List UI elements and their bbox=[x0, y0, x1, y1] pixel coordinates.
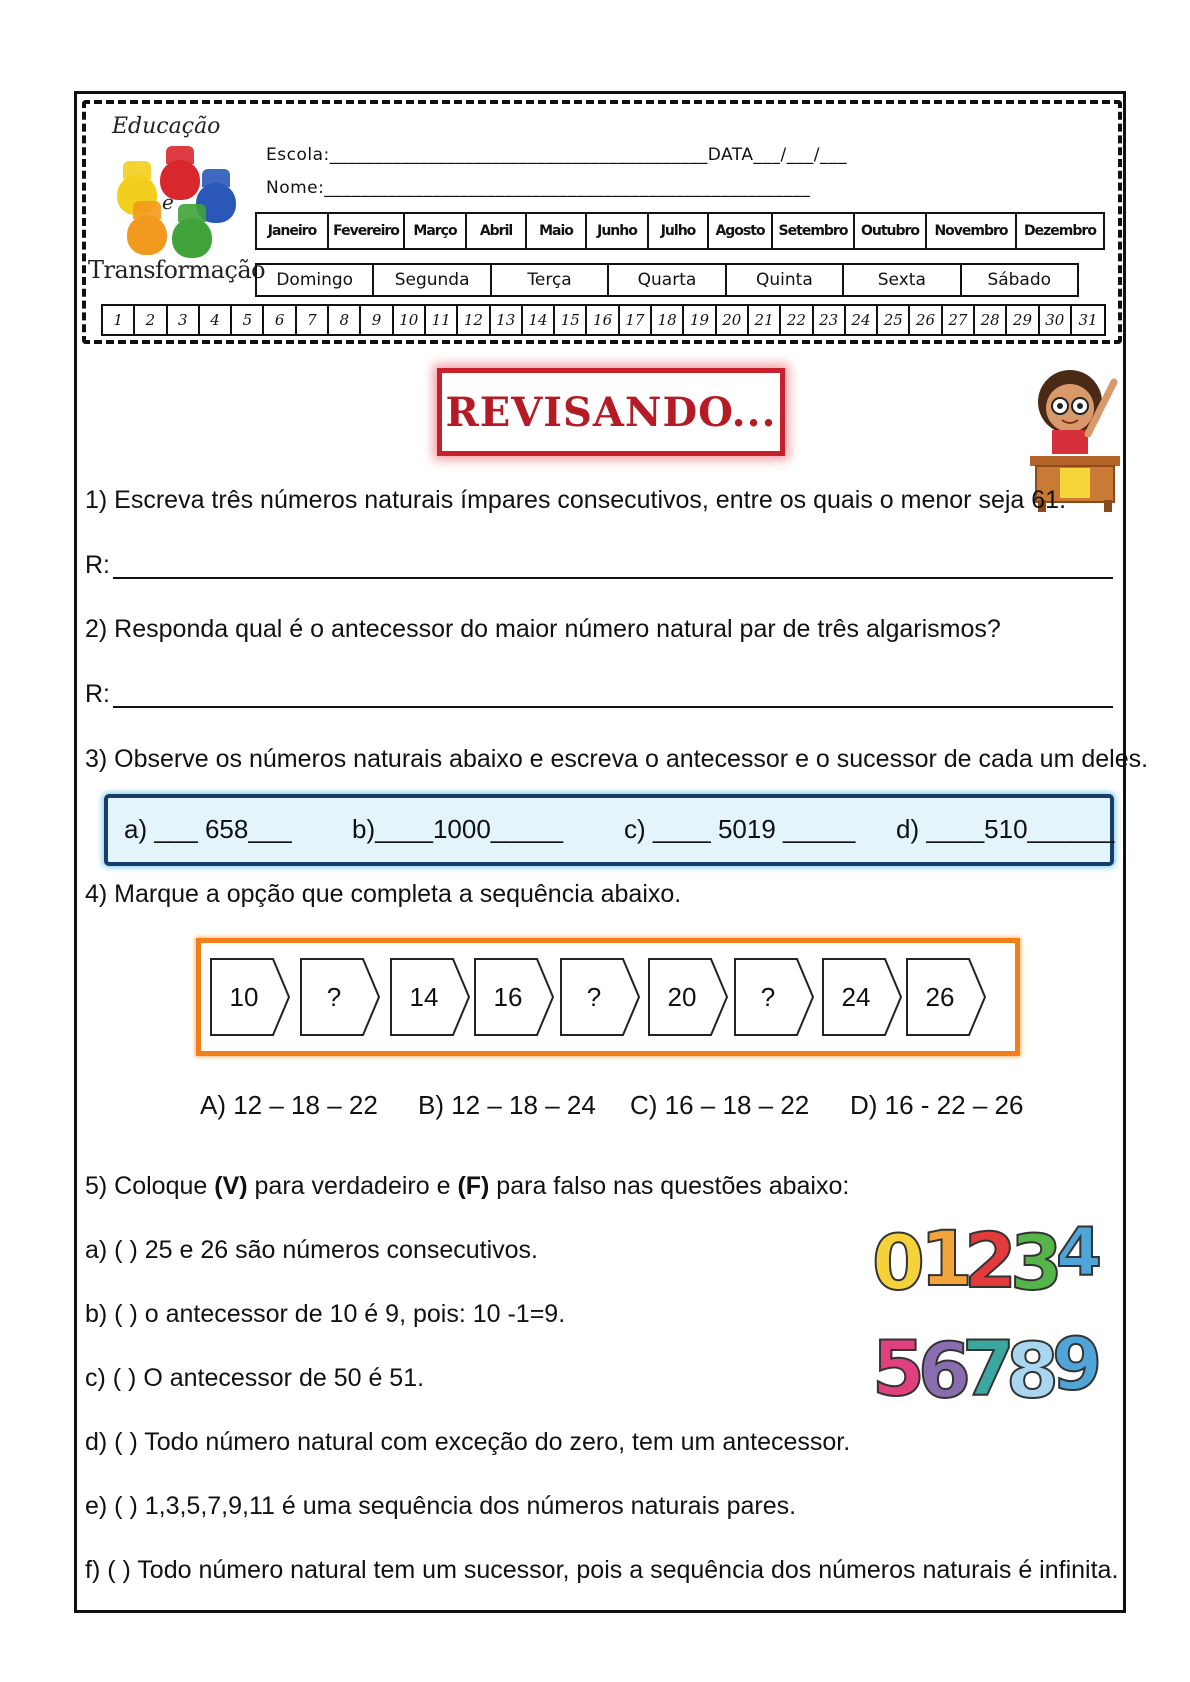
day-cell[interactable]: 20 bbox=[717, 306, 749, 334]
day-cell[interactable]: 3 bbox=[168, 306, 200, 334]
day-cell[interactable]: 25 bbox=[878, 306, 910, 334]
tf-item-f[interactable]: f) ( ) Todo número natural tem um sucessor, pois a sequência dos números naturais é infinita. bbox=[85, 1556, 1119, 1584]
sequence-value[interactable]: ? bbox=[326, 981, 342, 1012]
question-5 bbox=[85, 1172, 849, 1201]
tf-item-a[interactable]: a) ( ) 25 e 26 são números consecutivos. bbox=[85, 1236, 539, 1264]
answer-2[interactable] bbox=[85, 680, 110, 709]
answer-rule bbox=[113, 706, 1113, 708]
month-cell[interactable]: Abril bbox=[467, 214, 527, 248]
name-field[interactable]: Nome:______________________________________________________ bbox=[266, 178, 811, 198]
day-cell[interactable]: 13 bbox=[491, 306, 523, 334]
sequence-item bbox=[733, 957, 815, 1037]
weekday-cell[interactable]: Quarta bbox=[609, 265, 726, 295]
q4-option-b[interactable]: B) 12 – 18 – 24 bbox=[418, 1090, 596, 1120]
day-cell[interactable]: 10 bbox=[394, 306, 426, 334]
weekday-cell[interactable]: Sábado bbox=[987, 270, 1052, 290]
month-cell[interactable]: Setembro bbox=[773, 214, 855, 248]
day-cell[interactable]: 6 bbox=[264, 306, 296, 334]
q5-suffix: para falso nas questões abaixo: bbox=[489, 1172, 850, 1200]
sequence-value[interactable]: ? bbox=[586, 981, 602, 1012]
question-4: 4) Marque a opção que completa a sequência abaixo. bbox=[85, 880, 682, 908]
sequence-value: 24 bbox=[841, 981, 871, 1012]
day-cell[interactable]: 15 bbox=[555, 306, 587, 334]
month-cell[interactable]: Julho bbox=[649, 214, 709, 248]
sequence-value: 14 bbox=[409, 981, 439, 1012]
day-cell[interactable]: 21 bbox=[749, 306, 781, 334]
question-3: 3) Observe os números naturais abaixo e escreva o antecessor e o sucessor de cada um deles. bbox=[85, 745, 1149, 773]
q5-v-label: (V) bbox=[214, 1172, 248, 1200]
month-cell[interactable]: Junho bbox=[587, 214, 649, 248]
day-cell[interactable]: 7 bbox=[297, 306, 329, 334]
q5-prefix: 5) Coloque bbox=[85, 1172, 215, 1200]
day-cell[interactable]: 23 bbox=[814, 306, 846, 334]
weekday-cell[interactable]: Segunda bbox=[374, 265, 491, 295]
weekday-cell[interactable]: Quinta bbox=[727, 265, 844, 295]
sequence-item bbox=[905, 957, 987, 1037]
digit-6: 6 bbox=[918, 1326, 971, 1415]
day-cell[interactable]: 27 bbox=[943, 306, 975, 334]
day-cell[interactable]: 30 bbox=[1040, 306, 1072, 334]
q3-item-c[interactable]: c) ____ 5019 _____ bbox=[624, 814, 856, 844]
month-cell[interactable]: Maio bbox=[527, 214, 587, 248]
month-cell[interactable]: Março bbox=[405, 214, 467, 248]
digit-1: 1 bbox=[920, 1214, 973, 1303]
day-cell[interactable]: 31 bbox=[1078, 311, 1098, 329]
month-cell[interactable]: Dezembro bbox=[1024, 223, 1096, 239]
month-cell[interactable]: Fevereiro bbox=[329, 214, 405, 248]
question-1: 1) Escreva três números naturais ímpares consecutivos, entre os quais o menor seja 61. bbox=[85, 486, 1067, 514]
q5-mid: para verdadeiro e bbox=[247, 1172, 458, 1200]
sequence-box bbox=[196, 938, 1020, 1056]
digit-2: 2 bbox=[964, 1216, 1017, 1305]
day-cell[interactable]: 19 bbox=[684, 306, 716, 334]
day-cell[interactable]: 12 bbox=[458, 306, 490, 334]
page-title: REVISANDO... bbox=[445, 388, 777, 436]
month-cell[interactable]: Novembro bbox=[927, 214, 1017, 248]
sequence-item bbox=[209, 957, 291, 1037]
day-cell[interactable]: 18 bbox=[652, 306, 684, 334]
day-cell[interactable]: 2 bbox=[135, 306, 167, 334]
sequence-item bbox=[647, 957, 729, 1037]
day-cell[interactable]: 14 bbox=[523, 306, 555, 334]
q4-option-d[interactable]: D) 16 - 22 – 26 bbox=[850, 1090, 1024, 1120]
day-cell[interactable]: 8 bbox=[329, 306, 361, 334]
sequence-item bbox=[389, 957, 471, 1037]
tf-item-d[interactable]: d) ( ) Todo número natural com exceção do zero, tem um antecessor. bbox=[85, 1428, 851, 1456]
sequence-item bbox=[473, 957, 555, 1037]
logo-bottom-word: Transformação bbox=[88, 256, 266, 284]
tf-item-e[interactable]: e) ( ) 1,3,5,7,9,11 é uma sequência dos números naturais pares. bbox=[85, 1492, 797, 1520]
answer-label: R: bbox=[85, 551, 110, 579]
sequence-value: 10 bbox=[229, 981, 259, 1012]
digit-7: 7 bbox=[962, 1324, 1015, 1413]
day-cell[interactable]: 26 bbox=[910, 306, 942, 334]
sequence-item bbox=[559, 957, 641, 1037]
month-cell[interactable]: Agosto bbox=[709, 214, 773, 248]
answer-label: R: bbox=[85, 680, 110, 708]
weekday-cell[interactable]: Sexta bbox=[844, 265, 961, 295]
day-cell[interactable]: 9 bbox=[361, 306, 393, 334]
q3-item-b[interactable]: b)____1000_____ bbox=[352, 814, 564, 844]
weekday-cell[interactable]: Domingo bbox=[257, 265, 374, 295]
answer-rule bbox=[113, 577, 1113, 579]
tf-item-b[interactable]: b) ( ) o antecessor de 10 é 9, pois: 10 -1=9. bbox=[85, 1300, 566, 1328]
sequence-item bbox=[821, 957, 903, 1037]
q5-f-label: (F) bbox=[457, 1172, 490, 1200]
sequence-value[interactable]: ? bbox=[760, 981, 776, 1012]
sequence-value: 26 bbox=[925, 981, 955, 1012]
sequence-value: 20 bbox=[667, 981, 697, 1012]
month-cell[interactable]: Janeiro bbox=[257, 214, 329, 248]
day-cell[interactable]: 17 bbox=[620, 306, 652, 334]
answer-1[interactable] bbox=[85, 551, 110, 580]
q3-item-a[interactable]: a) ___ 658___ bbox=[124, 814, 292, 844]
q4-option-c[interactable]: C) 16 – 18 – 22 bbox=[630, 1090, 810, 1120]
sequence-item bbox=[299, 957, 381, 1037]
sequence-value: 16 bbox=[493, 981, 523, 1012]
tf-item-c[interactable]: c) ( ) O antecessor de 50 é 51. bbox=[85, 1364, 425, 1392]
q4-option-a[interactable]: A) 12 – 18 – 22 bbox=[200, 1090, 378, 1120]
digit-0: 0 bbox=[872, 1218, 925, 1307]
title-box bbox=[437, 368, 785, 456]
day-cell[interactable]: 29 bbox=[1007, 306, 1039, 334]
day-cell[interactable]: 16 bbox=[587, 306, 619, 334]
day-cell[interactable]: 1 bbox=[103, 306, 135, 334]
digit-4: 4 bbox=[1056, 1214, 1102, 1291]
digit-8: 8 bbox=[1006, 1326, 1059, 1415]
green-hand-icon bbox=[172, 218, 212, 258]
digit-3: 3 bbox=[1010, 1218, 1063, 1307]
orange-hand-icon bbox=[127, 215, 167, 255]
day-cell[interactable]: 5 bbox=[232, 306, 264, 334]
digit-5: 5 bbox=[872, 1324, 925, 1413]
day-cell[interactable]: 22 bbox=[781, 306, 813, 334]
logo-middle-word: e bbox=[162, 190, 174, 214]
day-cell[interactable]: 11 bbox=[426, 306, 458, 334]
question-2: 2) Responda qual é o antecessor do maior número natural par de três algarismos? bbox=[85, 615, 1001, 643]
q3-item-d[interactable]: d) ____510______ bbox=[896, 814, 1115, 844]
digit-9: 9 bbox=[1052, 1322, 1103, 1406]
weekday-cell[interactable]: Terça bbox=[492, 265, 609, 295]
month-cell[interactable]: Outubro bbox=[855, 214, 927, 248]
logo-top-word: Educação bbox=[112, 114, 221, 139]
weekdays-row bbox=[255, 263, 1079, 297]
day-cell[interactable]: 4 bbox=[200, 306, 232, 334]
months-row bbox=[255, 212, 1105, 250]
school-field[interactable]: Escola:__________________________________________DATA___/___/___ bbox=[266, 145, 847, 165]
q3-number-box bbox=[104, 794, 1114, 866]
day-cell[interactable]: 24 bbox=[846, 306, 878, 334]
days-row bbox=[101, 304, 1106, 336]
day-cell[interactable]: 28 bbox=[975, 306, 1007, 334]
